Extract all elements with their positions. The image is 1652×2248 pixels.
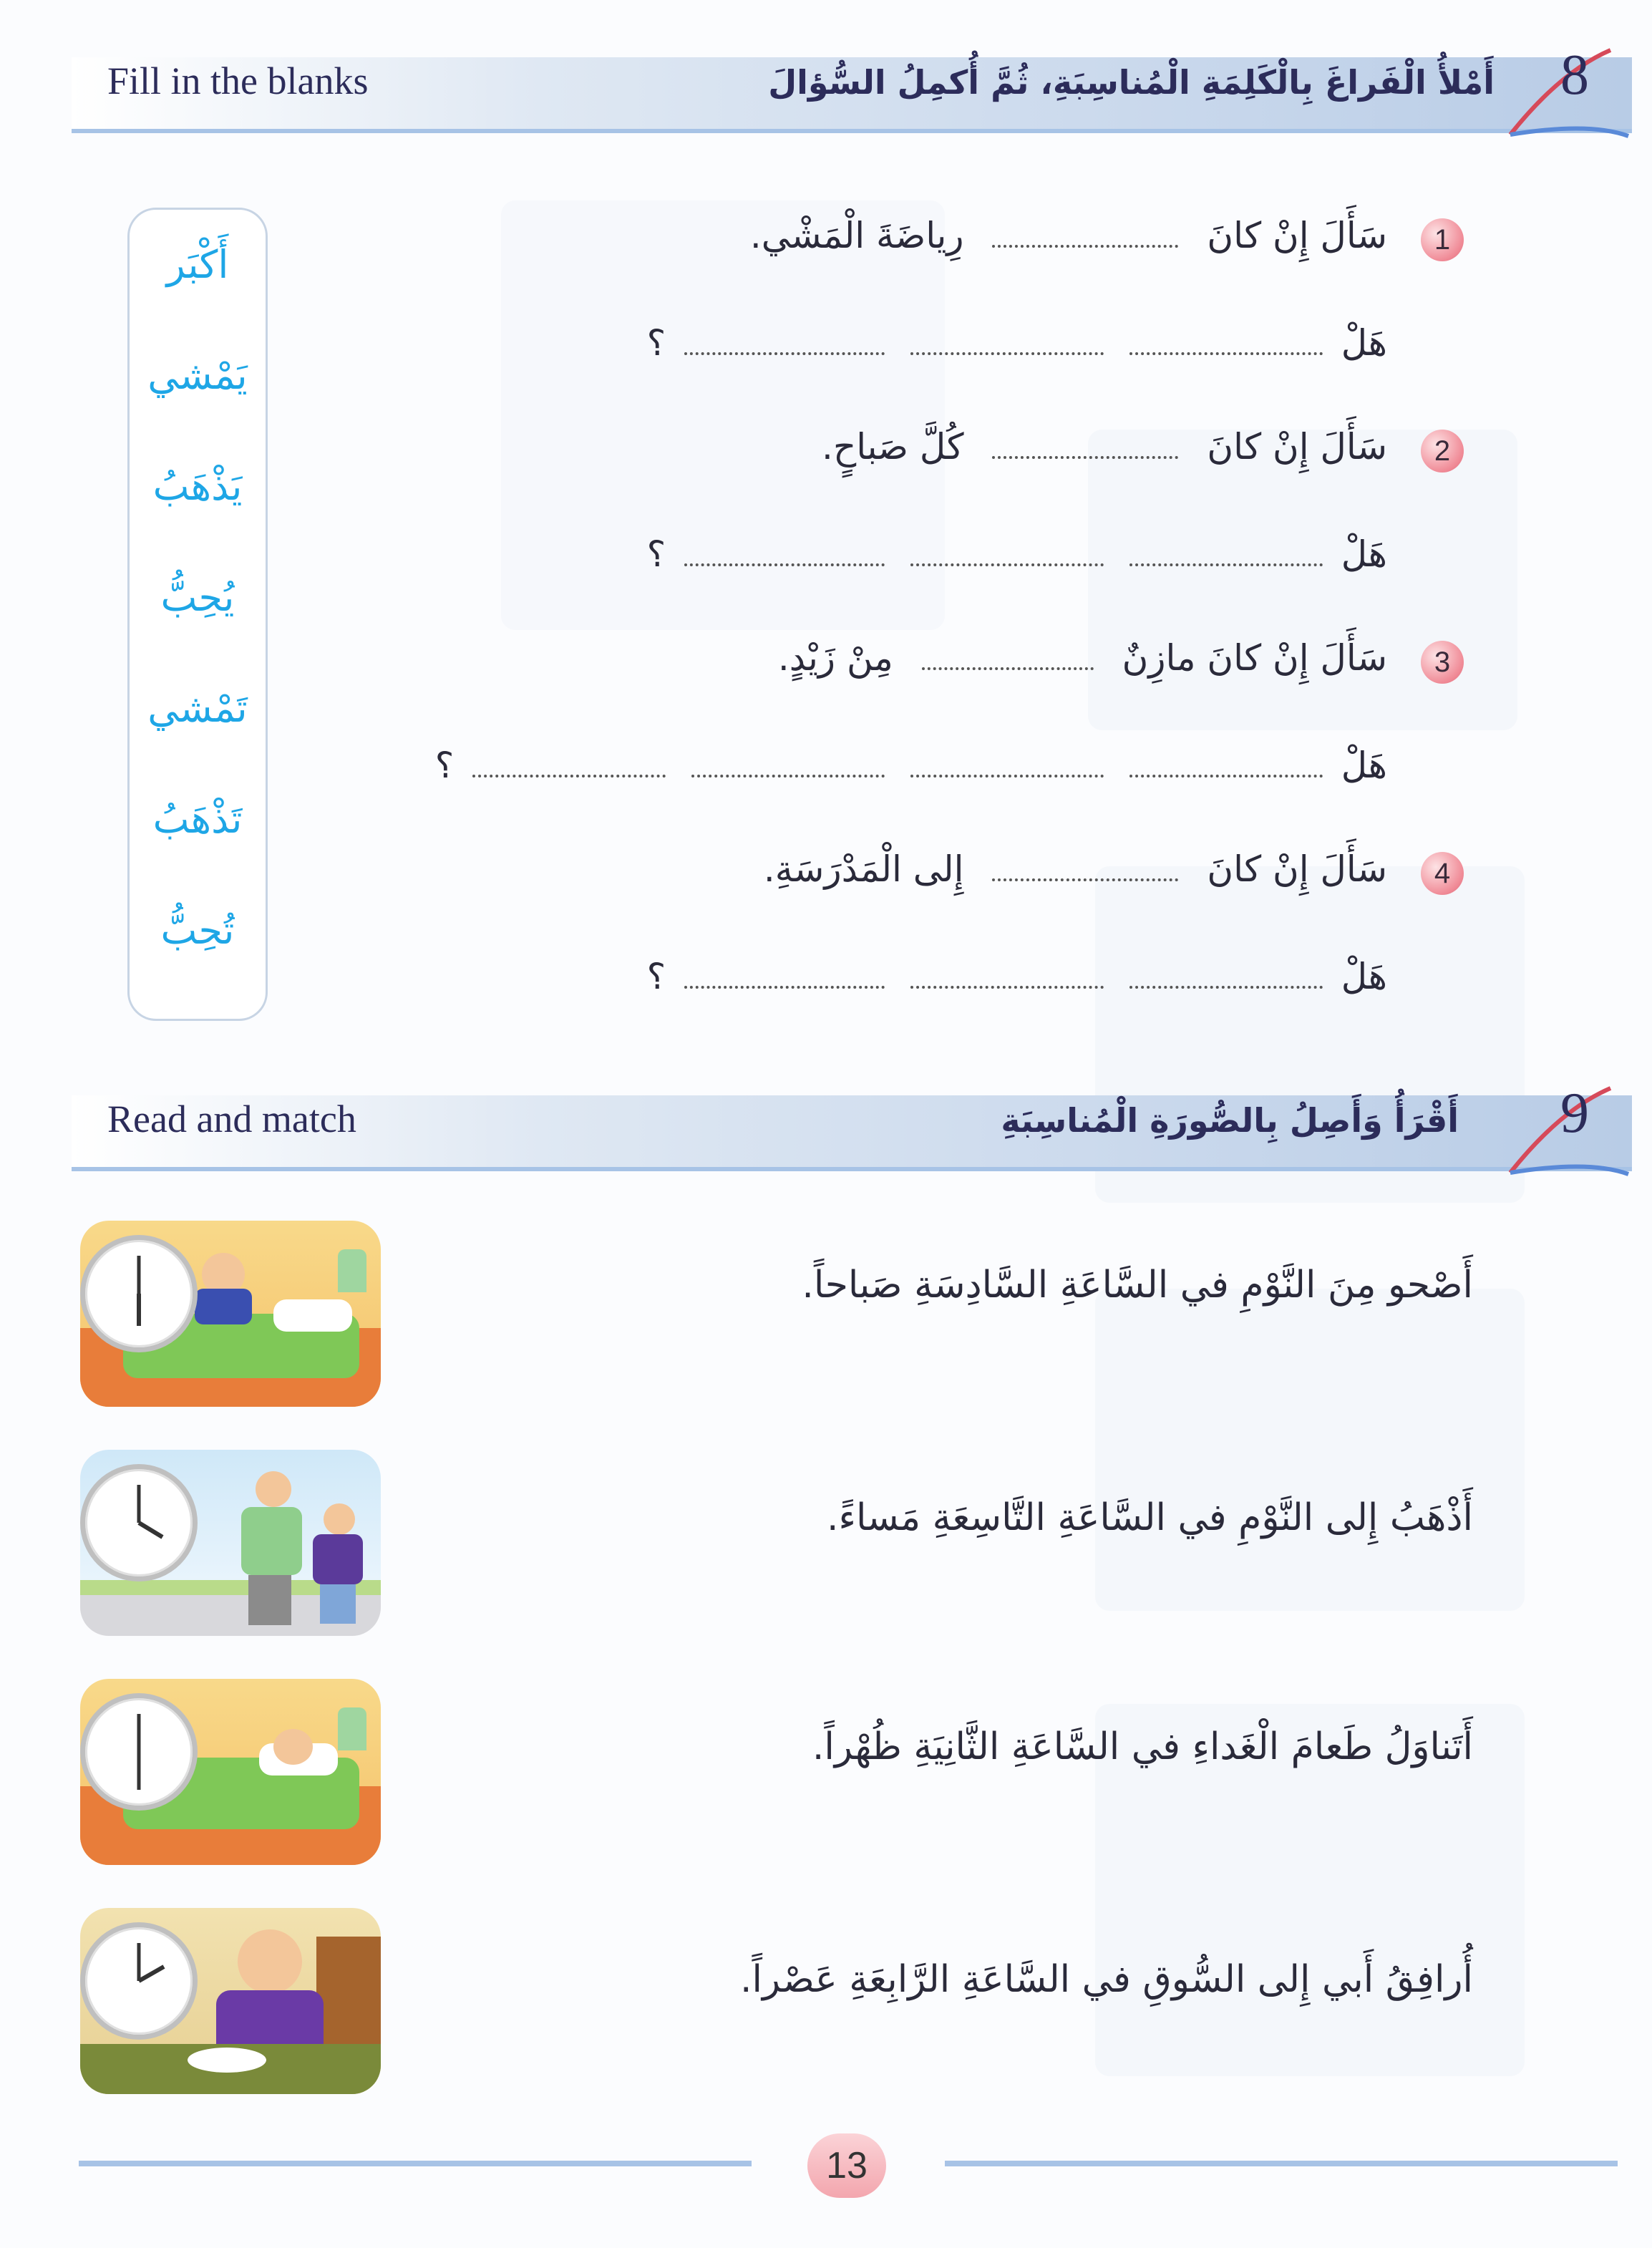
blank-field[interactable] [910, 767, 1104, 777]
section-9-number: 9 [1560, 1082, 1589, 1145]
background-ghost [1095, 1289, 1525, 1611]
footer-line-left [79, 2161, 752, 2166]
blank-field[interactable] [684, 556, 885, 566]
word-bank-item[interactable]: أَكْبَر [166, 242, 229, 287]
word-bank-item[interactable]: يَمْشي [147, 353, 248, 398]
blank-field[interactable] [1129, 345, 1323, 355]
section-9-title-en: Read and match [107, 1098, 356, 1140]
question-line [647, 533, 1387, 575]
question-mark: ؟ [434, 745, 455, 786]
question-line [435, 745, 1387, 786]
section-9-title-ar: أَقْرَأُ وَأَصِلُ بِالصُّورَةِ الْمُناسِبَةِ [1001, 1101, 1459, 1140]
exercise-number: 2 [1421, 430, 1464, 473]
section-8-number-badge [1503, 43, 1618, 129]
clock-icon [80, 1922, 198, 2040]
blank-field[interactable] [910, 345, 1104, 355]
sentence-suffix: رِياضَةَ الْمَشْي. [749, 215, 964, 256]
section-8-title-en: Fill in the blanks [107, 59, 369, 102]
question-mark: ؟ [646, 533, 666, 575]
blank-field[interactable] [922, 660, 1094, 670]
lamp [338, 1707, 366, 1750]
match-sentence[interactable]: أَصْحو مِنَ النَّوْمِ في السَّاعَةِ السَّادِسَةِ صَباحاً. [802, 1264, 1473, 1307]
question-mark: ؟ [646, 956, 666, 997]
clock-icon [80, 1693, 198, 1811]
blank-field[interactable] [992, 238, 1178, 248]
word-bank-item[interactable]: تُحِبُّ [160, 908, 235, 953]
sentence-prefix: سَأَلَ إِنْ كانَ مازِنٌ [1122, 637, 1387, 679]
sentence-prefix: سَأَلَ إِنْ كانَ [1207, 426, 1387, 467]
match-sentence[interactable]: أَتَناوَلُ طَعامَ الْغَداءِ في السَّاعَةِ الثَّانِيَةِ ظُهْراً. [812, 1725, 1473, 1768]
boy-head [238, 1929, 302, 1994]
blank-field[interactable] [992, 871, 1178, 881]
plate [188, 2048, 266, 2073]
section-8-number: 8 [1560, 44, 1589, 107]
exercise-sentence [750, 215, 1387, 256]
son-legs [320, 1584, 356, 1624]
sentence-suffix: إِلى الْمَدْرَسَةِ. [763, 848, 964, 890]
section-8-header-line [72, 129, 1632, 133]
sentence-prefix: سَأَلَ إِنْ كانَ [1207, 848, 1387, 890]
exercise-number: 4 [1421, 852, 1464, 895]
sentence-prefix: سَأَلَ إِنْ كانَ [1207, 215, 1387, 256]
father-head [256, 1471, 291, 1507]
section-9-number-badge [1503, 1081, 1618, 1167]
blank-field[interactable] [691, 767, 885, 777]
background-ghost [1088, 430, 1517, 730]
blank-field[interactable] [910, 979, 1104, 989]
exercise-number: 1 [1421, 218, 1464, 261]
blank-field[interactable] [910, 556, 1104, 566]
word-bank [127, 208, 268, 1021]
word-bank-item[interactable]: يَذْهَبُ [152, 464, 243, 509]
picture-boy-eating-lunch[interactable] [80, 1908, 381, 2094]
match-sentence[interactable]: أَذْهَبُ إِلى النَّوْمِ في السَّاعَةِ التَّاسِعَةِ مَساءً. [827, 1496, 1473, 1539]
exercise-sentence [822, 426, 1387, 467]
boy-body [195, 1289, 252, 1324]
question-prefix: هَلْ [1341, 322, 1387, 364]
word-bank-item[interactable]: تَمْشي [147, 686, 248, 731]
question-prefix: هَلْ [1341, 956, 1387, 997]
son-body [313, 1534, 363, 1584]
sentence-suffix: مِنْ زَيْدٍ. [777, 637, 893, 679]
blank-field[interactable] [1129, 979, 1323, 989]
blank-field[interactable] [684, 979, 885, 989]
footer-line-right [945, 2161, 1618, 2166]
section-9-header-line [72, 1167, 1632, 1171]
page-number: 13 [807, 2133, 886, 2198]
clock-icon [80, 1464, 198, 1581]
blank-field[interactable] [1129, 556, 1323, 566]
blank-field[interactable] [1129, 767, 1323, 777]
pillow [273, 1299, 352, 1332]
question-line [647, 322, 1387, 364]
question-prefix: هَلْ [1341, 745, 1387, 786]
father-body [241, 1507, 302, 1575]
father-legs [248, 1575, 291, 1625]
lamp [338, 1249, 366, 1292]
blank-field[interactable] [684, 345, 885, 355]
picture-father-and-son-walking[interactable] [80, 1450, 381, 1636]
question-line [647, 956, 1387, 997]
picture-boy-sleeping[interactable] [80, 1679, 381, 1865]
word-bank-item[interactable]: تَذْهَبُ [152, 797, 243, 842]
blank-field[interactable] [992, 449, 1178, 459]
picture-boy-waking-up[interactable] [80, 1221, 381, 1407]
section-8-title-ar: أَمْلأُ الْفَراغَ بِالْكَلِمَةِ الْمُناسِبَةِ، ثُمَّ أُكمِلُ السُّؤالَ [768, 63, 1495, 102]
question-prefix: هَلْ [1341, 533, 1387, 575]
chair [316, 1937, 381, 2058]
question-mark: ؟ [646, 322, 666, 364]
match-sentence[interactable]: أُرافِقُ أَبي إِلى السُّوقِ في السَّاعَةِ الرَّابِعَةِ عَصْراً. [739, 1958, 1473, 2001]
exercise-sentence [764, 848, 1387, 890]
word-bank-item[interactable]: يُحِبُّ [160, 575, 235, 620]
boy-head [273, 1729, 313, 1765]
exercise-number: 3 [1421, 641, 1464, 684]
blank-field[interactable] [472, 767, 666, 777]
son-head [324, 1503, 355, 1535]
clock-icon [80, 1235, 198, 1352]
exercise-sentence [778, 637, 1387, 679]
sentence-suffix: كُلَّ صَباحٍ. [822, 426, 964, 467]
